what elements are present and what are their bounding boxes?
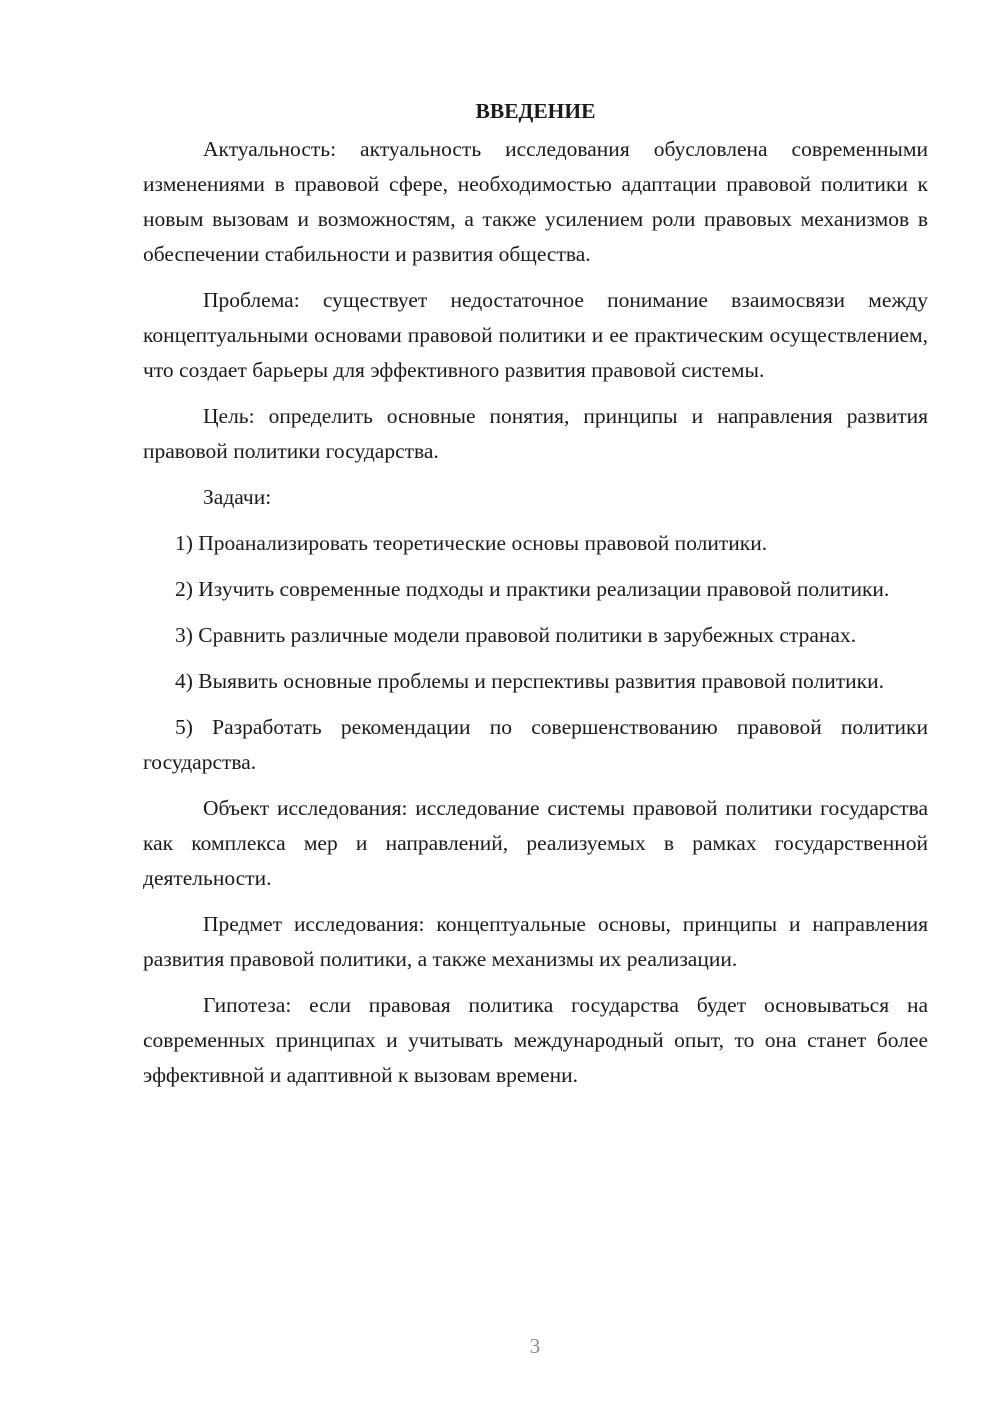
task-item-1: 1) Проанализировать теоретические основы правовой политики. [175,531,768,555]
section-title: ВВЕДЕНИЕ [475,99,596,123]
task-item-4: 4) Выявить основные проблемы и перспективы развития правовой политики. [175,669,884,693]
tasks-heading: Задачи: [203,485,272,509]
subject-paragraph: Предмет исследования: концептуальные основы, принципы и направления развития правовой политики, а также механизмы их реализации. [143,912,928,971]
goal-paragraph: Цель: определить основные понятия, принципы и направления развития правовой политики государства. [143,404,928,463]
object-paragraph: Объект исследования: исследование системы правовой политики государства как комплекса мер и направлений, реализуемых в рамках государственной деятельности. [143,796,928,890]
problem-paragraph: Проблема: существует недостаточное понимание взаимосвязи между концептуальными основами правовой политики и ее практическим осуществлением, что создает барьеры для эффективного развития правовой системы. [143,288,928,382]
page-number: 3 [529,1334,541,1358]
task-item-2: 2) Изучить современные подходы и практики реализации правовой политики. [175,577,890,601]
task-item-3: 3) Сравнить различные модели правовой политики в зарубежных странах. [175,623,857,647]
hypothesis-paragraph: Гипотеза: если правовая политика государства будет основываться на современных принципах и учитывать международный опыт, то она станет более эффективной и адаптивной к вызовам времени. [143,993,928,1087]
document-page [143,96,928,1093]
relevance-paragraph: Актуальность: актуальность исследования обусловлена современными изменениями в правовой сфере, необходимостью адаптации правовой политики к новым вызовам и возможностям, а также усилением роли правовых механизмов в обеспечении стабильности и развития общества. [143,137,928,266]
task-item-5: 5) Разработать рекомендации по совершенствованию правовой политики государства. [143,715,928,774]
